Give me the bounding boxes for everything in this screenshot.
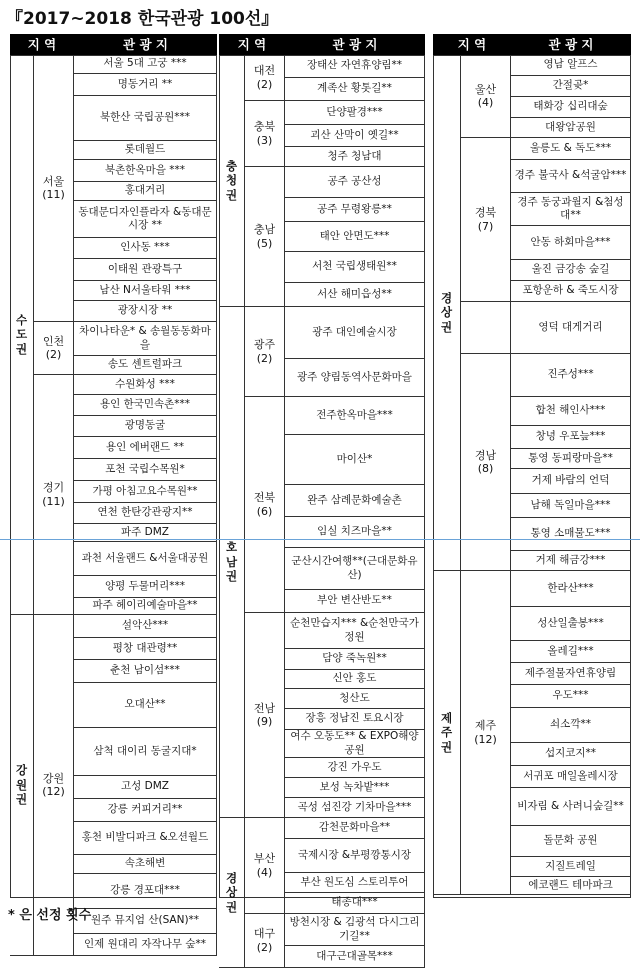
attraction-cell: 대왕암공원 xyxy=(511,118,631,138)
attraction-cell: 서울 5대 고궁 *** xyxy=(74,55,217,74)
attraction-cell: 울진 금강송 숲길 xyxy=(511,260,631,281)
attraction-cell: 여수 오동도** & EXPO해양공원 xyxy=(285,730,425,758)
region-cell: 호 남 권 xyxy=(219,307,245,818)
attraction-cell: 이태원 관광특구 xyxy=(74,259,217,281)
attraction-cell: 태안 안면도*** xyxy=(285,222,425,252)
attraction-cell: 명동거리 ** xyxy=(74,74,217,96)
attraction-cell: 군산시간여행**(근대문화유산) xyxy=(285,548,425,590)
page-title: 『2017~2018 한국관광 100선』 xyxy=(6,9,279,29)
table-header xyxy=(10,34,217,55)
attraction-cell: 롯데월드 xyxy=(74,141,217,160)
attraction-cell: 곡성 섬진강 기차마을*** xyxy=(285,798,425,818)
sub-region-cell: 울산 (4) xyxy=(461,55,511,138)
attraction-cell: 인제 원대리 자작나무 숲** xyxy=(74,934,217,956)
attraction-cell: 서천 국립생태원** xyxy=(285,252,425,283)
attraction-cell: 공주 공산성 xyxy=(285,167,425,198)
attraction-cell: 강진 가우도 xyxy=(285,758,425,778)
header-attraction: 관 광 지 xyxy=(332,37,378,52)
attraction-cell: 완주 삼례문화예술촌 xyxy=(285,485,425,517)
attraction-cell: 청주 청남대 xyxy=(285,147,425,167)
sub-region-cell xyxy=(461,302,511,354)
attraction-cell: 서귀포 매일올레시장 xyxy=(511,766,631,788)
attraction-cell: 파주 헤이리예술마을** xyxy=(74,598,217,615)
header-region: 지 역 xyxy=(27,37,57,52)
attraction-cell: 남산 N서울타워 *** xyxy=(74,281,217,301)
region-cell: 경 상 권 xyxy=(219,818,245,968)
attraction-cell: 한라산*** xyxy=(511,571,631,607)
attraction-cell: 돌문화 공원 xyxy=(511,826,631,857)
attraction-cell: 가평 아침고요수목원** xyxy=(74,481,217,503)
page-break-line xyxy=(0,539,640,540)
attraction-cell: 용인 한국민속촌*** xyxy=(74,395,217,416)
attraction-cell: 차이나타운* & 송월동동화마을 xyxy=(74,322,217,356)
attraction-cell: 울릉도 & 독도*** xyxy=(511,138,631,160)
sub-region-cell: 인천 (2) xyxy=(34,322,74,375)
attraction-cell: 영남 알프스 xyxy=(511,55,631,76)
attraction-cell: 공주 무령왕릉** xyxy=(285,198,425,222)
attraction-cell: 북한산 국립공원*** xyxy=(74,96,217,141)
attraction-cell: 광장시장 ** xyxy=(74,301,217,322)
attraction-cell: 동대문디자인플라자 &동대문시장 ** xyxy=(74,201,217,238)
sub-region-cell: 서울 (11) xyxy=(34,55,74,322)
attraction-cell: 포천 국립수목원* xyxy=(74,459,217,481)
attraction-cell: 보성 녹차밭*** xyxy=(285,778,425,798)
sub-region-cell: 충남 (5) xyxy=(245,167,285,307)
attraction-cell: 신안 홍도 xyxy=(285,670,425,689)
sub-region-cell: 대구 (2) xyxy=(245,914,285,968)
attraction-cell: 순천만습지*** &순천만국가정원 xyxy=(285,613,425,649)
attraction-cell: 경주 불국사 &석굴암*** xyxy=(511,160,631,193)
attraction-cell: 통영 소매물도*** xyxy=(511,518,631,551)
attraction-cell: 합천 해인사*** xyxy=(511,397,631,426)
attraction-cell: 부산 원도심 스토리투어 xyxy=(285,873,425,893)
attraction-cell: 감천문화마을** xyxy=(285,818,425,839)
attraction-cell: 거제 해금강*** xyxy=(511,551,631,571)
attraction-cell: 광명동굴 xyxy=(74,416,217,437)
attraction-cell: 장태산 자연휴양림** xyxy=(285,55,425,78)
attraction-table-column xyxy=(433,34,631,898)
attraction-cell: 평창 대관령** xyxy=(74,638,217,660)
header-attraction: 관 광 지 xyxy=(123,37,168,52)
header-region: 지 역 xyxy=(237,37,267,52)
attraction-cell: 올레길*** xyxy=(511,641,631,663)
attraction-cell: 대구근대골목*** xyxy=(285,946,425,968)
region-cell: 경 상 권 xyxy=(433,55,461,571)
attraction-cell: 양평 두물머리*** xyxy=(74,576,217,598)
region-cell: 강 원 권 xyxy=(10,615,34,956)
table-header xyxy=(433,34,631,55)
attraction-cell: 경주 동궁과월지 &첨성대** xyxy=(511,193,631,226)
attraction-cell: 삼척 대이리 동굴지대* xyxy=(74,728,217,776)
attraction-cell: 장흥 정남진 토요시장 xyxy=(285,709,425,730)
attraction-cell: 진주성*** xyxy=(511,354,631,397)
footnote: * 은 선정 횟수 xyxy=(8,908,92,923)
attraction-cell: 에코랜드 테마파크 xyxy=(511,877,631,895)
sub-region-cell: 제주 (12) xyxy=(461,571,511,895)
attraction-cell: 설악산*** xyxy=(74,615,217,638)
attraction-cell: 지질트레일 xyxy=(511,857,631,877)
header-attraction: 관 광 지 xyxy=(548,37,594,52)
attraction-cell: 송도 센트럴파크 xyxy=(74,356,217,375)
attraction-cell: 광주 대인예술시장 xyxy=(285,307,425,359)
attraction-cell: 통영 동피랑마을** xyxy=(511,449,631,469)
attraction-cell: 제주절물자연휴양림 xyxy=(511,663,631,685)
region-cell: 충 청 권 xyxy=(219,55,245,307)
attraction-cell: 부안 변산반도** xyxy=(285,590,425,613)
attraction-cell: 강릉 경포대*** xyxy=(74,874,217,909)
attraction-cell: 비자림 & 사려니숲길** xyxy=(511,788,631,826)
attraction-cell: 단양팔경*** xyxy=(285,101,425,125)
region-cell: 제 주 권 xyxy=(433,571,461,895)
sub-region-cell: 경기 (11) xyxy=(34,375,74,615)
attraction-cell: 강릉 커피거리** xyxy=(74,799,217,822)
attraction-cell: 전주한옥마을*** xyxy=(285,397,425,435)
header-region: 지 역 xyxy=(457,37,487,52)
attraction-cell: 홍대거리 xyxy=(74,182,217,201)
attraction-cell: 파주 DMZ xyxy=(74,524,217,542)
sub-region-cell: 경남 (8) xyxy=(461,354,511,571)
sub-region-cell: 광주 (2) xyxy=(245,307,285,397)
region-cell: 수 도 권 xyxy=(10,55,34,615)
attraction-cell: 임실 치즈마을** xyxy=(285,517,425,548)
attraction-cell: 속초해변 xyxy=(74,855,217,874)
attraction-cell: 오대산** xyxy=(74,683,217,728)
attraction-cell: 우도*** xyxy=(511,685,631,708)
sub-region-cell: 전남 (9) xyxy=(245,613,285,818)
attraction-cell: 포항운하 & 죽도시장 xyxy=(511,281,631,302)
attraction-cell: 원주 뮤지엄 산(SAN)** xyxy=(74,909,217,934)
sub-region-cell: 강원 (12) xyxy=(34,615,74,956)
attraction-cell: 연천 한탄강관광지** xyxy=(74,503,217,524)
attraction-cell: 간절곶* xyxy=(511,76,631,97)
table-header xyxy=(219,34,425,55)
attraction-cell: 섭지코지** xyxy=(511,743,631,766)
attraction-cell: 춘천 남이섬*** xyxy=(74,660,217,683)
attraction-cell: 과천 서울랜드 &서울대공원 xyxy=(74,542,217,576)
attraction-cell: 서산 해미읍성** xyxy=(285,283,425,307)
attraction-cell: 태화강 십리대숲 xyxy=(511,97,631,118)
attraction-cell: 성산일출봉*** xyxy=(511,607,631,641)
attraction-cell: 쇠소깍** xyxy=(511,708,631,743)
attraction-cell: 광주 양림동역사문화마을 xyxy=(285,359,425,397)
sub-region-cell: 부산 (4) xyxy=(245,818,285,914)
attraction-cell: 담양 죽녹원** xyxy=(285,649,425,670)
attraction-cell: 청산도 xyxy=(285,689,425,709)
attraction-cell: 계족산 황톳길** xyxy=(285,78,425,101)
sub-region-cell: 대전 (2) xyxy=(245,55,285,101)
sub-region-cell: 충북 (3) xyxy=(245,101,285,167)
attraction-cell: 거제 바람의 언덕 xyxy=(511,469,631,494)
attraction-cell: 안동 하회마을*** xyxy=(511,226,631,260)
attraction-cell: 영덕 대게거리 xyxy=(511,302,631,354)
attraction-cell: 남해 독일마을*** xyxy=(511,494,631,518)
sub-region-cell: 전북 (6) xyxy=(245,397,285,613)
attraction-cell: 방천시장 & 김광석 다시그리기길** xyxy=(285,914,425,946)
attraction-cell: 태종대*** xyxy=(285,893,425,914)
attraction-cell: 북촌한옥마을 *** xyxy=(74,160,217,182)
attraction-cell: 용인 에버랜드 ** xyxy=(74,437,217,459)
attraction-table-column xyxy=(219,34,425,962)
attraction-cell: 국제시장 &부평깡통시장 xyxy=(285,839,425,873)
attraction-cell: 인사동 *** xyxy=(74,238,217,259)
attraction-cell: 수원화성 *** xyxy=(74,375,217,395)
attraction-cell: 마이산* xyxy=(285,435,425,485)
attraction-cell: 괴산 산막이 옛길** xyxy=(285,125,425,147)
attraction-cell: 창녕 우포늪*** xyxy=(511,426,631,449)
attraction-cell: 고성 DMZ xyxy=(74,776,217,799)
attraction-cell: 홍천 비발디파크 &오션월드 xyxy=(74,822,217,855)
sub-region-cell: 경북 (7) xyxy=(461,138,511,302)
